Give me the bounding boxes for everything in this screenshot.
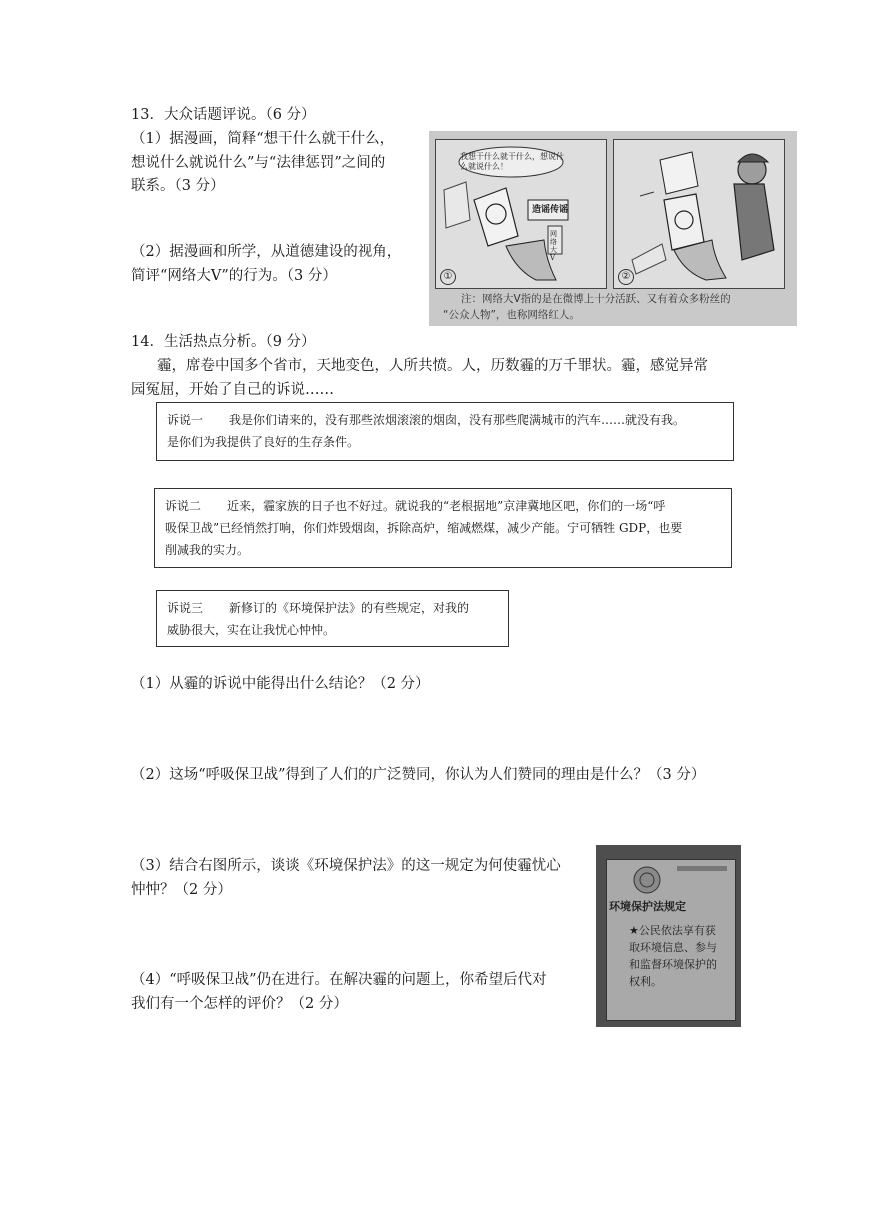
comic-note-line2: “公众人物”，也称网络红人。 xyxy=(443,309,580,321)
comic-note-line1: 注：网络大Ⅴ指的是在微博上十分活跃、又有着众多粉丝的 xyxy=(461,293,731,305)
q13-title: 13．大众话题评说。（6 分） xyxy=(131,107,316,123)
complaint-1-line1: 我是你们请来的，没有那些浓烟滚滚的烟囱，没有那些爬满城市的汽车……就没有我。 xyxy=(229,413,686,427)
complaint-3-label: 诉说三 xyxy=(167,601,204,615)
comic-panel-2 xyxy=(613,139,785,289)
q13-part2-line1: （2）据漫画和所学，从道德建设的视角， xyxy=(131,244,402,260)
q14-sub1: （1）从霾的诉说中能得出什么结论？（2 分） xyxy=(131,676,430,692)
q14-sub2: （2）这场“呼吸保卫战”得到了人们的广泛赞同，你认为人们赞同的理由是什么？（3 分） xyxy=(131,767,706,783)
q14-sub4-line2: 我们有一个怎样的评价？（2 分） xyxy=(131,996,348,1012)
q14-intro-line1: 霾，席卷中国多个省市，天地变色，人所共愤。人，历数霾的万千罪状。霾，感觉异常 xyxy=(157,358,708,374)
complaint-3-line2: 威胁很大，实在让我忧心忡忡。 xyxy=(167,623,336,637)
complaint-3-line1: 新修订的《环境保护法》的有些规定，对我的 xyxy=(229,601,470,615)
complaint-2-line2: 吸保卫战”已经悄然打响，你们炸毁烟囱，拆除高炉，缩减燃煤，减少产能。宁可牺牲 GDP，也要 xyxy=(165,521,683,535)
complaint-box-3 xyxy=(156,590,509,647)
complaint-1-label: 诉说一 xyxy=(167,413,204,427)
comic-image xyxy=(429,131,797,326)
book-cover xyxy=(606,859,736,1021)
comic-panel-1 xyxy=(435,139,607,289)
q14-title: 14．生活热点分析。（9 分） xyxy=(131,334,316,350)
national-emblem-icon xyxy=(607,860,735,900)
environmental-law-book-image xyxy=(596,845,741,1027)
complaint-box-1 xyxy=(156,402,734,461)
q14-sub3-line2: 忡忡？（2 分） xyxy=(131,882,232,898)
complaint-box-2 xyxy=(154,488,732,568)
q13-part1-line1: （1）据漫画，简释“想干什么就干什么， xyxy=(131,131,395,147)
q13-part1-line3: 联系。（3 分） xyxy=(131,178,225,194)
rumor-sign-text: 造谣传谣 xyxy=(532,205,569,215)
panel-1-number: ① xyxy=(440,269,456,285)
panel-2-number: ② xyxy=(618,269,634,285)
big-v-side-text: 网络大V xyxy=(550,230,557,262)
complaint-2-line1: 近来，霾家族的日子也不好过。就说我的“老根据地”京津冀地区吧，你们的一场“呼 xyxy=(227,499,666,513)
q14-sub3-line1: （3）结合右图所示，谈谈《环境保护法》的这一规定为何使霾忧心 xyxy=(131,858,561,874)
q14-sub4-line1: （4）“呼吸保卫战”仍在进行。在解决霾的问题上，你希望后代对 xyxy=(131,972,547,988)
complaint-2-label: 诉说二 xyxy=(165,499,202,513)
book-title: 环境保护法规定 xyxy=(609,900,686,913)
comic-note xyxy=(443,291,793,323)
q13-part1-line2: 想说什么就说什么”与“法律惩罚”之间的 xyxy=(131,155,386,171)
q13-part2-line2: 简评“网络大Ⅴ”的行为。（3 分） xyxy=(131,268,337,284)
speech-bubble-text: 我想干什么就干什么，想说什么就说什么！ xyxy=(460,152,564,171)
complaint-2-line3: 削减我的实力。 xyxy=(165,543,250,557)
complaint-1-line2: 是你们为我提供了良好的生存条件。 xyxy=(167,435,360,449)
comic-panel-2-drawing xyxy=(614,140,784,288)
q14-intro-line2: 园冤屈，开始了自己的诉说…… xyxy=(131,382,334,398)
book-text: ★公民依法享有获取环境信息、参与和监督环境保护的权利。 xyxy=(629,924,717,988)
